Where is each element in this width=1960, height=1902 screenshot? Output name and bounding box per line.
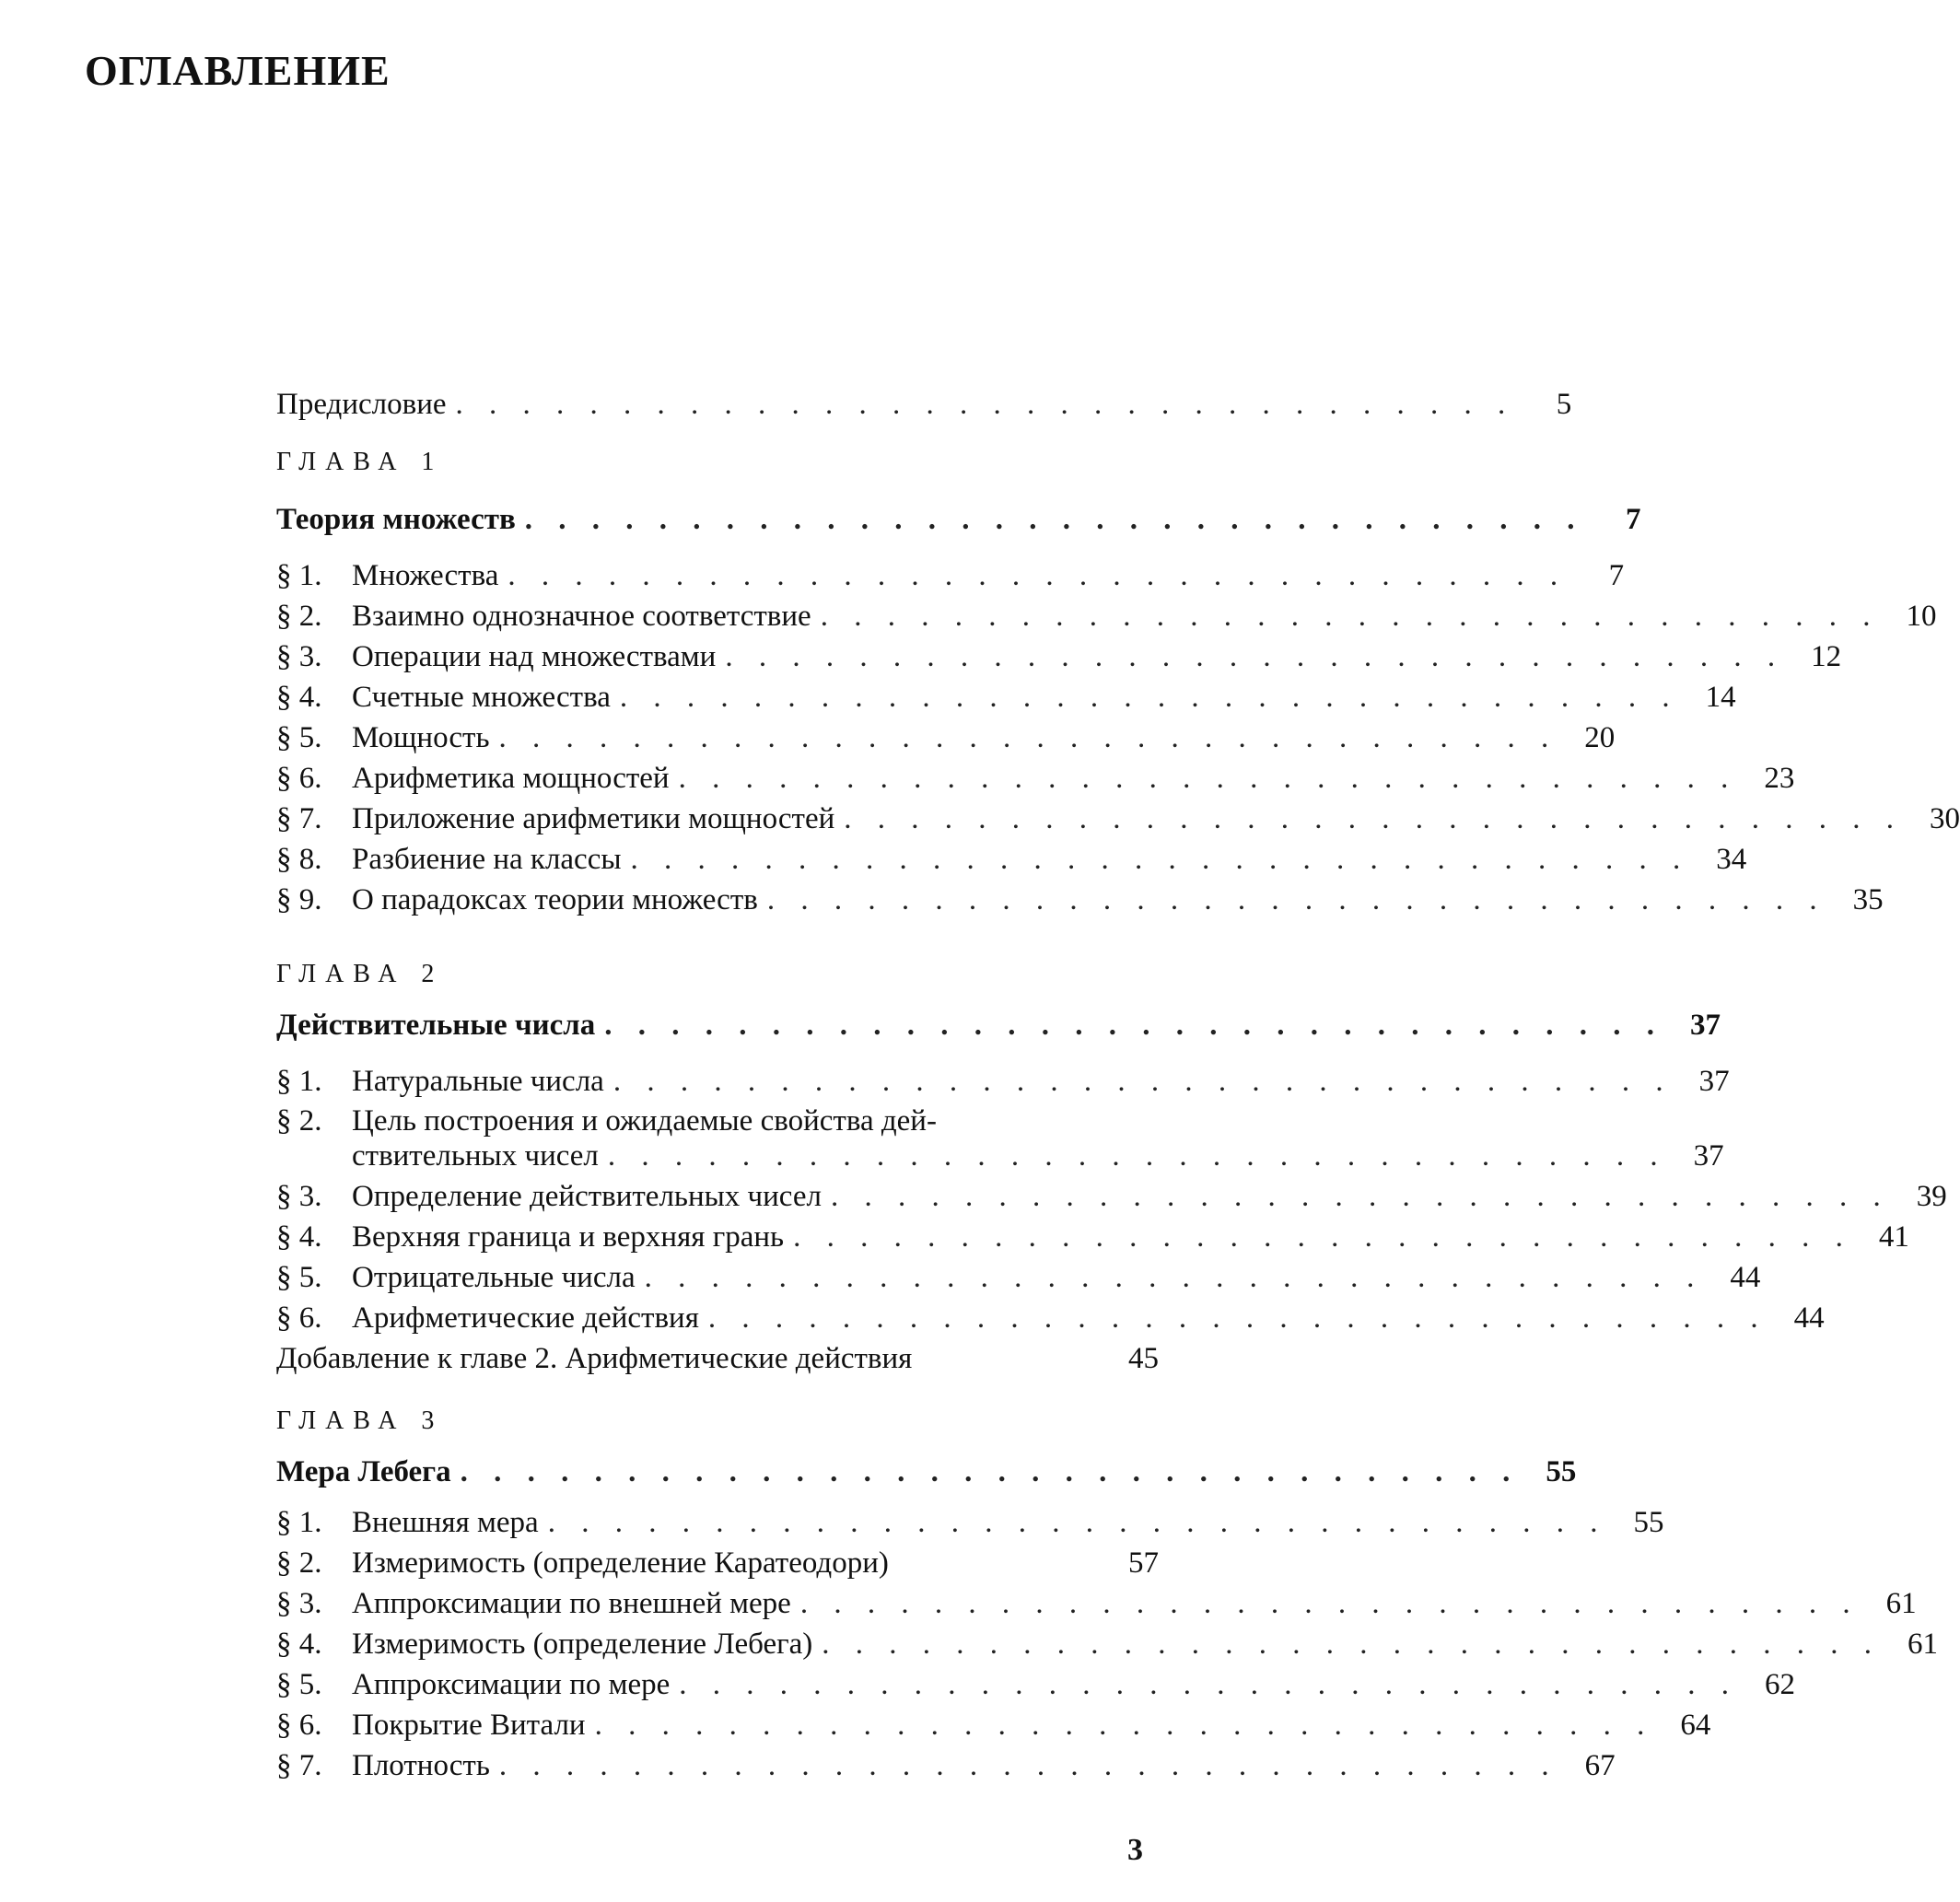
section-number: § 4. — [276, 681, 322, 714]
section-number: § 7. — [276, 802, 322, 835]
toc-entry[interactable] — [276, 1062, 1730, 1101]
section-number: § 6. — [276, 1301, 322, 1335]
toc-entry[interactable] — [276, 1625, 1939, 1663]
leader-dots: . . . . . . . . . . . . . . . . . . . . . . . . . . . . . . . . — [498, 1749, 1558, 1782]
section-number: § 6. — [276, 762, 322, 795]
toc-entry[interactable] — [276, 1665, 1796, 1704]
chapter-title-entry[interactable] — [276, 1006, 1721, 1044]
chapter-label: ГЛАВА 2 — [276, 960, 444, 988]
section-number: § 4. — [276, 1220, 322, 1254]
leader-dots: . . . . . . . . . . . . . . . . . . . . . . . . . . . . . . . . — [508, 559, 1568, 592]
section-number: § 9. — [276, 883, 322, 916]
leader-dots: . . . . . . . . . . . . . . . . . . . . . . . . . . . . . . . . — [612, 1065, 1673, 1098]
section-number: § 6. — [276, 1709, 322, 1742]
entry-title: Счетные множества — [352, 681, 611, 714]
section-number: § 3. — [276, 1587, 322, 1620]
leader-dots: . . . . . . . . . . . . . . . . . . . . . . . . . . . . . . . . — [604, 1009, 1663, 1042]
toc-entry[interactable] — [276, 597, 1937, 636]
entry-title: О парадоксах теории множеств — [352, 883, 758, 916]
toc-entry[interactable] — [276, 556, 1625, 595]
page-number: 37 — [1693, 1139, 1724, 1173]
section-number: § 2. — [276, 1546, 322, 1580]
toc-entry[interactable] — [276, 1706, 1711, 1744]
entry-title: Мера Лебега — [276, 1455, 451, 1488]
page-number: 39 — [1916, 1180, 1947, 1213]
toc-entry-preface[interactable] — [276, 385, 1572, 424]
entry-title: Мощность — [352, 721, 490, 754]
entry-title: Определение действительных чисел — [352, 1180, 822, 1213]
section-number: § 4. — [276, 1628, 322, 1661]
toc-entry[interactable] — [276, 1177, 1947, 1216]
entry-title: Множества — [352, 559, 499, 592]
toc-entry[interactable] — [276, 1503, 1664, 1542]
leader-dots: . . . . . . . . . . . . . . . . . . . . . . . . . . . . . . . . — [678, 762, 1738, 795]
page-number: 64 — [1680, 1709, 1711, 1742]
entry-title: Натуральные числа — [352, 1065, 604, 1098]
leader-dots: . . . . . . . . . . . . . . . . . . . . . . . . . . . . . . . . — [844, 802, 1904, 835]
chapter-label: ГЛАВА 1 — [276, 448, 444, 476]
entry-title: Аппроксимации по мере — [352, 1668, 671, 1701]
section-number: § 8. — [276, 843, 322, 876]
leader-dots: . . . . . . . . . . . . . . . . . . . . . . . . . . . . . . . . — [455, 388, 1515, 421]
page-number: 5 — [1556, 388, 1572, 421]
toc-entry[interactable] — [276, 1218, 1909, 1256]
entry-title-line2: ствительных чисел — [352, 1139, 599, 1173]
entry-title: Операции над множествами — [352, 640, 717, 673]
toc-entry[interactable] — [276, 1299, 1825, 1337]
section-number: § 5. — [276, 721, 322, 754]
page-number: 41 — [1878, 1220, 1909, 1254]
entry-title: Отрицательные числа — [352, 1261, 636, 1294]
page-number: 55 — [1546, 1455, 1577, 1488]
page-number: 37 — [1690, 1009, 1721, 1042]
page-folio: 3 — [1127, 1833, 1143, 1867]
entry-title: Внешняя мера — [352, 1506, 539, 1539]
leader-dots: . . . . . . . . . . . . . . . . . . . . . . . . . . . . . . . . — [766, 883, 1826, 916]
toc-entry[interactable] — [276, 678, 1736, 717]
entry-title: Арифметические действия — [352, 1301, 699, 1335]
leader-dots: . . . . . . . . . . . . . . . . . . . . . . . . . . . . . . . . — [830, 1180, 1890, 1213]
chapter-title-entry[interactable] — [276, 500, 1641, 539]
section-number: § 5. — [276, 1261, 322, 1294]
leader-dots: . . . . . . . . . . . . . . . . . . . . . . . . . . . . . . . . — [630, 843, 1690, 876]
toc-entry-multiline[interactable] — [276, 1102, 1159, 1140]
page-number: 14 — [1705, 681, 1736, 714]
leader-dots: . . . . . . . . . . . . . . . . . . . . . . . . . . . . . . . . — [524, 503, 1584, 536]
leader-dots: . . . . . . . . . . . . . . . . . . . . . . . . . . . . . . . . — [707, 1301, 1768, 1335]
toc-entry[interactable] — [276, 1746, 1616, 1785]
leader-dots: . . . . . . . . . . . . . . . . . . . . . . . . . . . . . . . . — [820, 600, 1880, 633]
entry-title: Приложение арифметики мощностей — [352, 802, 835, 835]
leader-dots: . . . . . . . . . . . . . . . . . . . . . . . . . . . . . . . . — [498, 721, 1558, 754]
leader-dots: . . . . . . . . . . . . . . . . . . . . . . . . . . . . . . . . — [799, 1587, 1860, 1620]
leader-dots: . . . . . . . . . . . . . . . . . . . . . . . . . . . . . . . . — [594, 1709, 1654, 1742]
chapter-label: ГЛАВА 3 — [276, 1406, 444, 1435]
page-number: 34 — [1716, 843, 1747, 876]
leader-dots: . . . . . . . . . . . . . . . . . . . . . . . . . . . . . . . . — [725, 640, 1785, 673]
entry-title: Измеримость (определение Каратеодори) — [352, 1546, 889, 1580]
leader-dots: . . . . . . . . . . . . . . . . . . . . . . . . . . . . . . . . — [644, 1261, 1704, 1294]
leader-dots: . . . . . . . . . . . . . . . . . . . . . . . . . . . . . . . . — [679, 1668, 1739, 1701]
toc-entry[interactable] — [276, 799, 1960, 838]
section-number: § 1. — [276, 1065, 322, 1098]
page-number: 44 — [1730, 1261, 1761, 1294]
toc-entry[interactable] — [276, 881, 1884, 919]
entry-title: Разбиение на классы — [352, 843, 622, 876]
section-number: § 7. — [276, 1749, 322, 1782]
entry-title: Измеримость (определение Лебега) — [352, 1628, 813, 1661]
section-number: § 2. — [276, 1104, 322, 1138]
page-number: 55 — [1633, 1506, 1664, 1539]
page-number: 62 — [1765, 1668, 1796, 1701]
page-number: 10 — [1906, 600, 1937, 633]
page-number: 20 — [1584, 721, 1616, 754]
section-number: § 1. — [276, 1506, 322, 1539]
page-number: 37 — [1698, 1065, 1730, 1098]
entry-title: Покрытие Витали — [352, 1709, 586, 1742]
toc-entry-addendum[interactable] — [276, 1339, 1159, 1378]
page-number: 67 — [1584, 1749, 1616, 1782]
entry-title: Аппроксимации по внешней мере — [352, 1587, 791, 1620]
toc-entry[interactable] — [276, 759, 1795, 798]
entry-title-line1: Цель построения и ожидаемые свойства дей- — [352, 1104, 937, 1138]
leader-dots: . . . . . . . . . . . . . . . . . . . . . . . . . . . . . . . . — [793, 1220, 1852, 1254]
page-title: ОГЛАВЛЕНИЕ — [85, 47, 391, 94]
page-number: 45 — [1128, 1342, 1159, 1375]
page-number: 35 — [1852, 883, 1884, 916]
entry-title: Арифметика мощностей — [352, 762, 670, 795]
section-number: § 2. — [276, 600, 322, 633]
section-number: § 3. — [276, 1180, 322, 1213]
leader-dots: . . . . . . . . . . . . . . . . . . . . . . . . . . . . . . . . — [547, 1506, 1607, 1539]
leader-dots: . . . . . . . . . . . . . . . . . . . . . . . . . . . . . . . . — [607, 1139, 1667, 1173]
entry-title: Плотность — [352, 1749, 490, 1782]
entry-title: Теория множеств — [276, 503, 516, 536]
page-number: 7 — [1608, 559, 1625, 592]
page-number: 30 — [1930, 802, 1960, 835]
toc-entry[interactable] — [276, 1584, 1917, 1623]
leader-dots: . . . . . . . . . . . . . . . . . . . . . . . . . . . . . . . . — [822, 1628, 1882, 1661]
page-number: 7 — [1626, 503, 1641, 536]
page-number: 61 — [1908, 1628, 1939, 1661]
toc-entry[interactable] — [276, 1544, 1159, 1582]
section-number: § 3. — [276, 640, 322, 673]
toc-entry[interactable] — [276, 1258, 1761, 1297]
toc-entry[interactable] — [276, 718, 1616, 757]
toc-entry-continuation[interactable] — [276, 1137, 1724, 1175]
leader-dots: . . . . . . . . . . . . . . . . . . . . . . . . . . . . . . . . — [460, 1455, 1520, 1488]
section-number: § 1. — [276, 559, 322, 592]
page-number: 44 — [1793, 1301, 1825, 1335]
leader-dots: . . . . . . . . . . . . . . . . . . . . . . . . . . . . . . . . — [619, 681, 1679, 714]
page-number: 61 — [1885, 1587, 1917, 1620]
chapter-title-entry[interactable] — [276, 1453, 1577, 1491]
toc-entry[interactable] — [276, 637, 1842, 676]
entry-title: Действительные числа — [276, 1009, 596, 1042]
page-number: 57 — [1128, 1546, 1159, 1580]
entry-title: Добавление к главе 2. Арифметические действия — [276, 1342, 913, 1375]
entry-title: Верхняя граница и верхняя грань — [352, 1220, 785, 1254]
section-number: § 5. — [276, 1668, 322, 1701]
page-number: 23 — [1764, 762, 1795, 795]
toc-entry[interactable] — [276, 840, 1747, 879]
page-number: 12 — [1811, 640, 1842, 673]
entry-title: Взаимно однозначное соответствие — [352, 600, 811, 633]
entry-title: Предисловие — [276, 388, 447, 421]
